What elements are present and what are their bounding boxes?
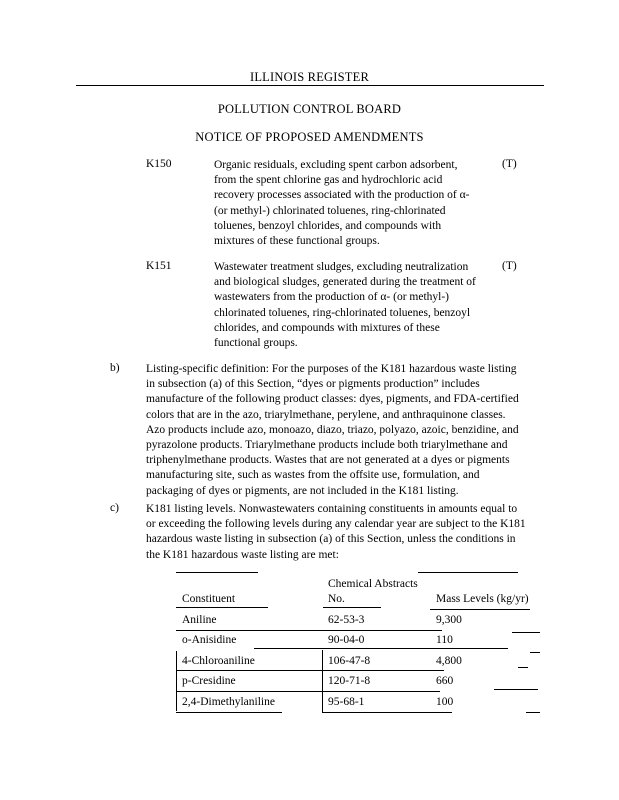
header-cas-line2: No. [328, 593, 345, 605]
desc-line: (or methyl-) chlorinated toluenes, ring-chlorinated [214, 204, 446, 217]
table-row-name: 4-Chloroaniline [182, 655, 255, 667]
k150-hazard-tag: (T) [502, 158, 517, 170]
table-rule [254, 648, 508, 649]
header-constituent: Constituent [182, 593, 236, 605]
para-line: colors that are in the azo, triarylmethane, perylene, and anthraquinone classes. [146, 408, 506, 421]
para-line: Listing-specific definition: For the purposes of the K181 hazardous waste listing [146, 363, 517, 375]
table-row-mass: 9,300 [436, 614, 462, 626]
table-row-name: 2,4-Dimethylaniline [182, 696, 275, 708]
desc-line: wastewaters from the production of α- (or methyl-) [214, 291, 449, 304]
section-b-label: b) [110, 362, 120, 374]
desc-line: Organic residuals, excluding spent carbon adsorbent, [214, 159, 458, 171]
desc-line: from the spent chlorine gas and hydrochloric acid [214, 174, 443, 187]
k151-hazard-tag: (T) [502, 260, 517, 272]
desc-line: chlorides, and compounds with mixtures of these [214, 321, 440, 334]
table-vrule [176, 651, 177, 711]
table-row-mass: 110 [436, 634, 453, 646]
header-mass: Mass Levels (kg/yr) [436, 593, 529, 605]
section-c-label: c) [110, 502, 119, 514]
table-vrule [322, 650, 323, 712]
table-rule [176, 712, 282, 713]
table-rule [418, 572, 518, 573]
section-b-text [146, 362, 519, 499]
section-c-text [146, 502, 526, 563]
table-rule [176, 691, 440, 692]
para-line: pyrazolone products. Triarylmethane products include both triarylmethane and [146, 439, 508, 452]
table-row-mass: 4,800 [436, 655, 462, 667]
table-rule [176, 630, 442, 631]
desc-line: chlorinated toluenes, ring-chlorinated toluenes, benzoyl [214, 306, 471, 319]
desc-line: Wastewater treatment sludges, excluding neutralization [214, 261, 469, 273]
table-row-name: Aniline [182, 614, 217, 626]
table-row-mass: 100 [436, 696, 454, 708]
desc-line: recovery processes associated with the production of α- [214, 189, 470, 202]
para-line: manufacturing site, such as wastes from the offsite use, formulation, and [146, 469, 480, 482]
table-row-cas: 120-71-8 [328, 675, 371, 687]
register-title: ILLINOIS REGISTER [249, 70, 369, 84]
para-line: triphenylmethane products. Wastes that are not generated at a dyes or pigments [146, 454, 510, 467]
para-line: K181 listing levels. Nonwastewaters containing constituents in amounts equal to [146, 503, 518, 515]
para-line: or exceeding the following levels during any calendar year are subject to the K181 [146, 518, 526, 531]
desc-line: mixtures of these functional groups. [214, 235, 380, 248]
para-line: packaging of dyes or pigments, are not included in the K181 listing. [146, 484, 459, 497]
table-row-cas: 106-47-8 [328, 655, 371, 667]
table-rule [530, 652, 540, 653]
table-row-cas: 95-68-1 [328, 696, 365, 708]
table-row-cas: 62-53-3 [328, 614, 365, 626]
table-rule [323, 607, 381, 608]
table-rule [176, 670, 444, 671]
table-row-name: o-Anisidine [182, 634, 237, 646]
header-rule [76, 85, 544, 86]
table-rule [176, 572, 258, 573]
waste-code-k150: K150 [146, 158, 172, 170]
para-line: in subsection (a) of this Section, “dyes or pigments production” includes [146, 378, 480, 391]
para-line: hazardous waste listing in subsection (a) of this Section, unless the conditions in [146, 533, 516, 546]
table-row-cas: 90-04-0 [328, 634, 365, 646]
para-line: manufacture of the following product classes: dyes, pigments, and FDA-certified [146, 393, 519, 406]
para-line: the K181 hazardous waste listing are met: [146, 548, 339, 561]
table-row-name: p-Cresidine [182, 675, 236, 687]
table-rule [494, 689, 538, 690]
desc-line: and biological sludges, generated during the treatment of [214, 276, 476, 289]
table-rule [512, 632, 540, 633]
table-rule [176, 607, 268, 608]
k150-description [214, 158, 469, 249]
desc-line: toluenes, benzoyl chlorides, and compounds with [214, 219, 442, 232]
header-cas-line1: Chemical Abstracts [328, 578, 418, 590]
para-line: Azo products include azo, monoazo, diazo, triazo, polyazo, azoic, benzidine, and [146, 423, 519, 436]
table-rule [322, 712, 452, 713]
table-row-mass: 660 [436, 675, 454, 687]
table-rule [430, 609, 530, 610]
notice-title: NOTICE OF PROPOSED AMENDMENTS [195, 130, 424, 144]
waste-code-k151: K151 [146, 260, 172, 272]
table-rule [526, 712, 540, 713]
board-title: POLLUTION CONTROL BOARD [217, 102, 402, 116]
k151-description [214, 260, 476, 351]
desc-line: functional groups. [214, 337, 298, 350]
table-rule [518, 667, 528, 668]
